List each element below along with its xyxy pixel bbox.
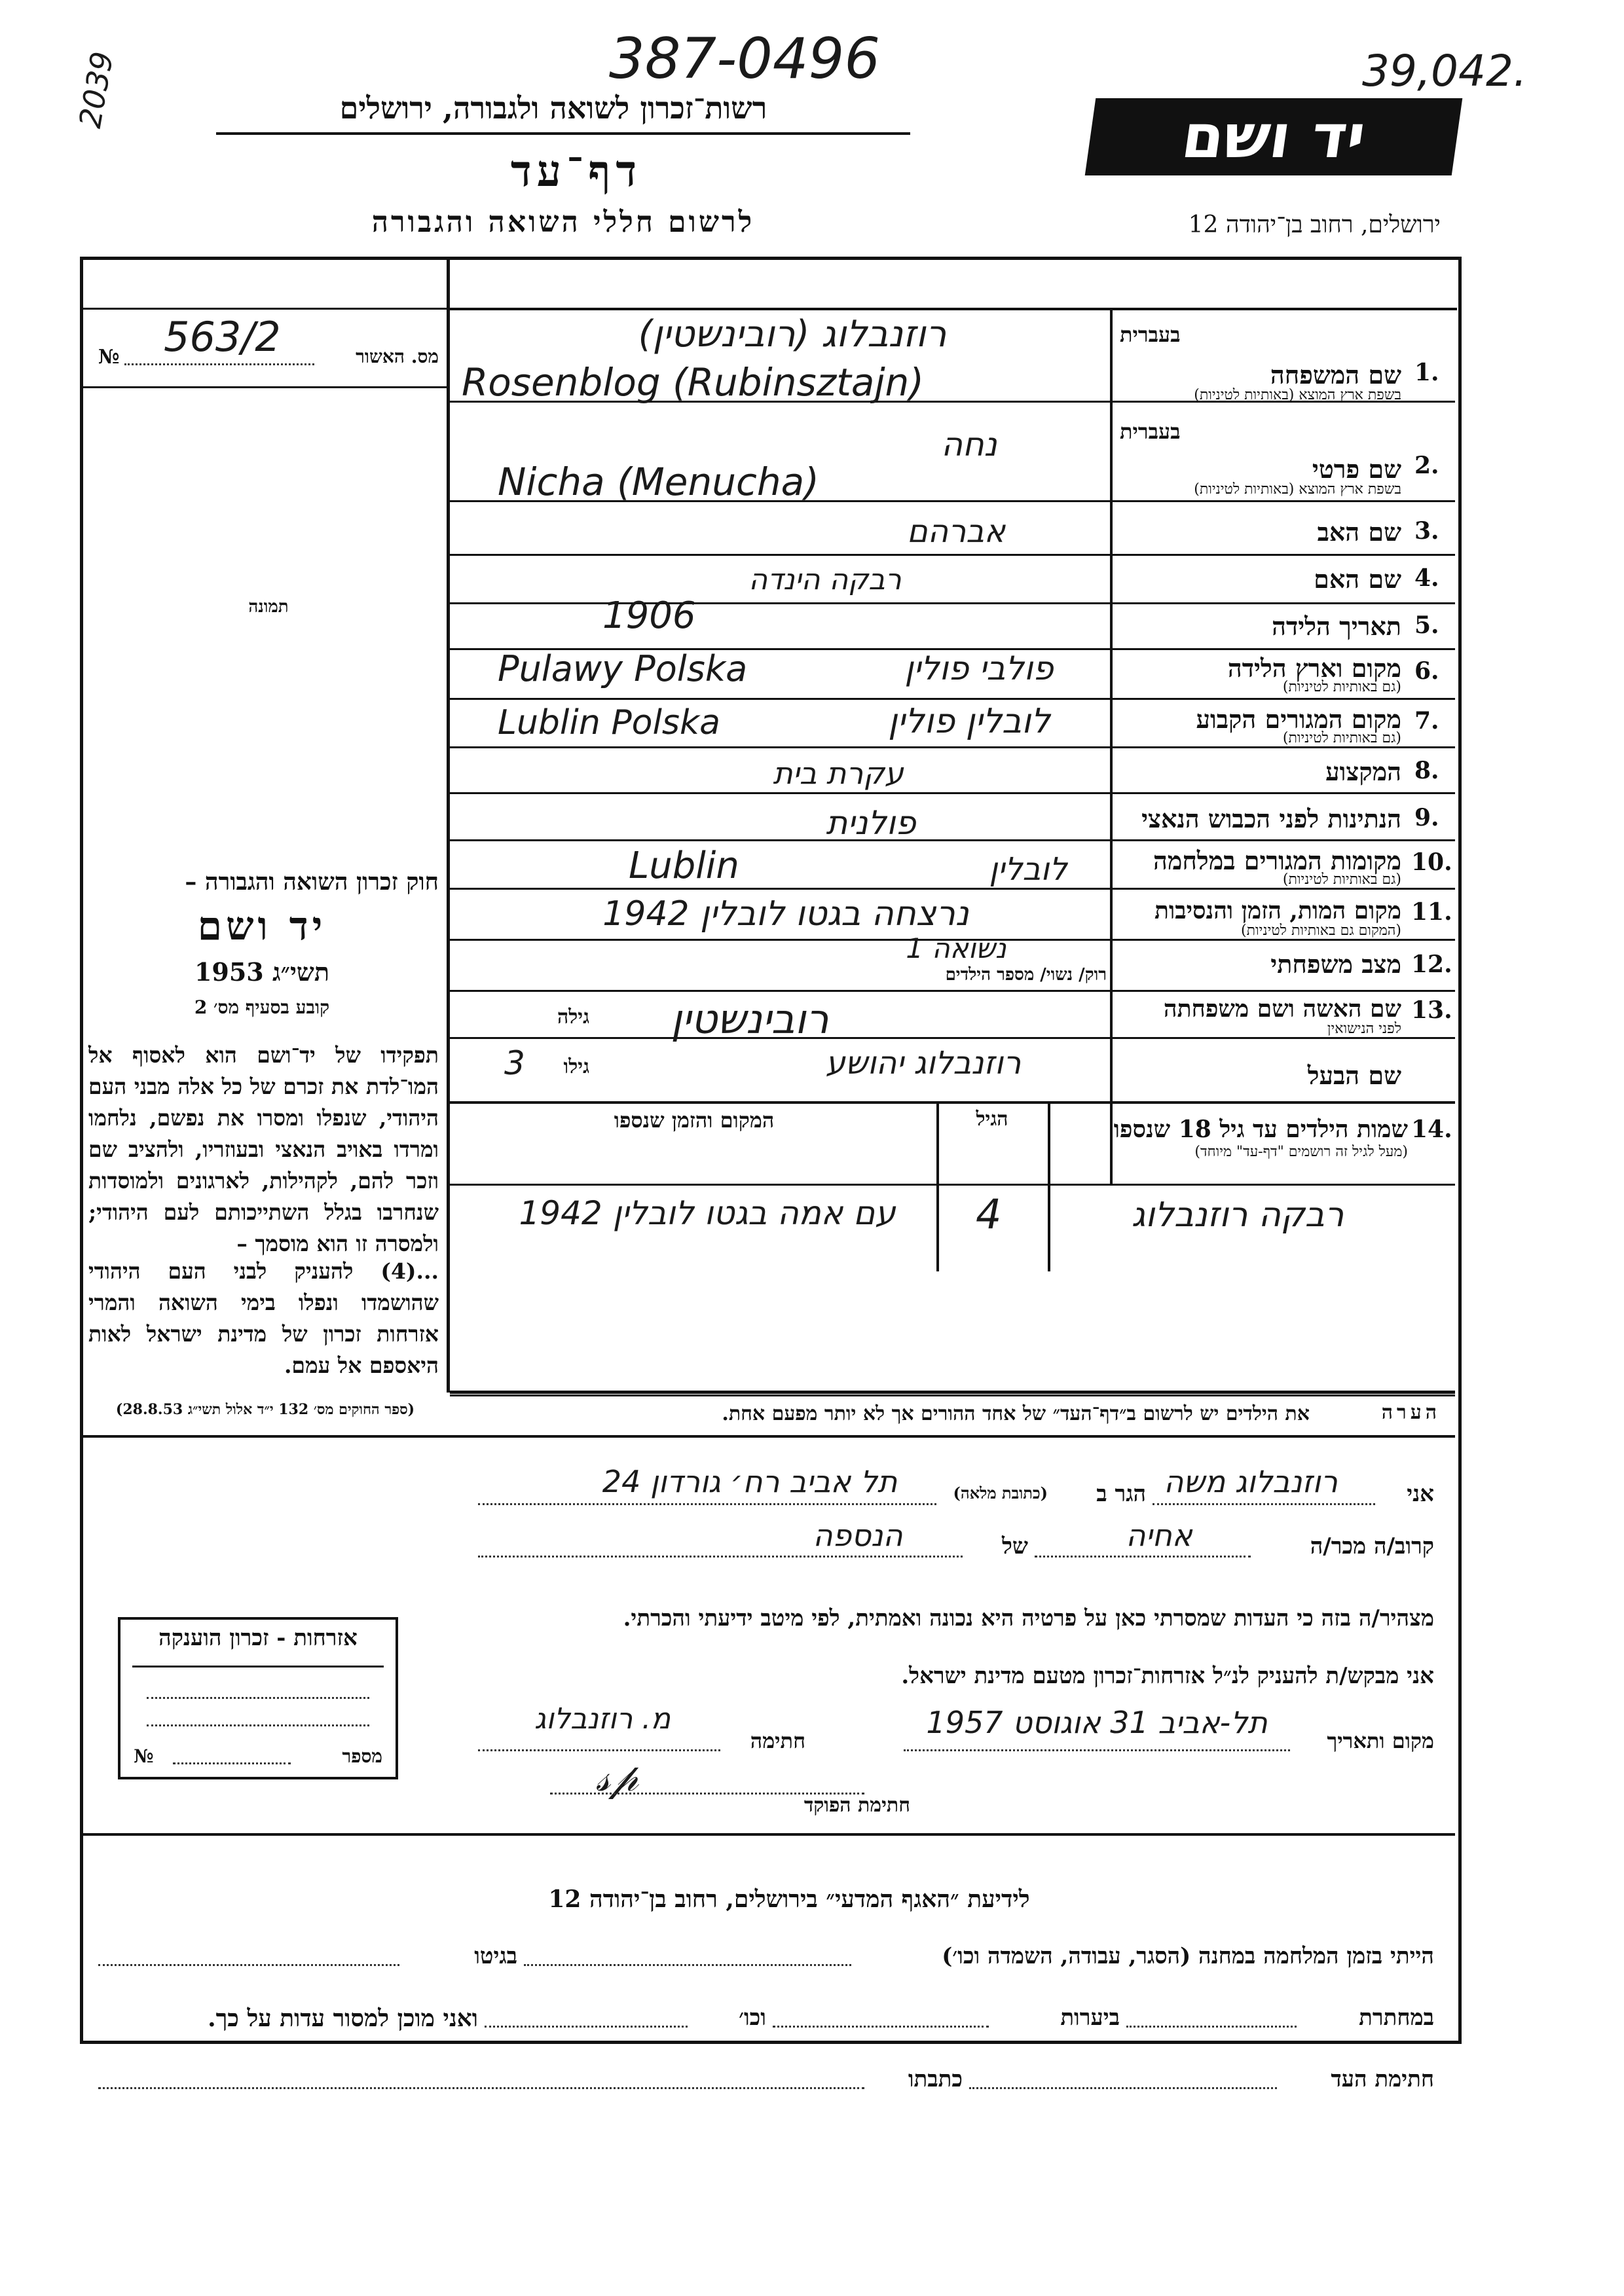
- note-label: הערה: [1381, 1401, 1441, 1424]
- law-reference: (ספר החוקים מס׳ 132 י״ד אלול תשי״ג 28.8.53): [115, 1401, 415, 1418]
- declaration-address-label: (כתובת מלאה): [953, 1484, 1048, 1503]
- footer-line2-b: ביערות: [1060, 2005, 1120, 2031]
- footer-line2-c: וכו׳: [739, 2005, 766, 2031]
- field-4-value: רבקה הינדה: [748, 563, 902, 596]
- field-1-num: 1.: [1414, 359, 1439, 386]
- citizenship-box-title: אזרחות - זכרון הוענקה: [158, 1625, 358, 1651]
- citizenship-number-symbol: №: [134, 1745, 154, 1767]
- field-6-value-latin: Pulawy Polska: [498, 648, 748, 689]
- husband-age-label: גילו: [563, 1055, 589, 1078]
- photo-label: תמונה: [248, 597, 289, 617]
- field-9-value: פולנית: [826, 804, 916, 842]
- husband-age-value: 3: [504, 1044, 525, 1082]
- row-sep: [450, 746, 1455, 748]
- field-4-label: שם האם: [1314, 564, 1401, 594]
- field-10-value-latin: Lublin: [629, 845, 739, 887]
- field-5-value: 1906: [602, 594, 696, 637]
- husband-label: שם הבעל: [1307, 1061, 1401, 1090]
- citizenship-title-rule: [132, 1666, 384, 1667]
- declaration-address-value: תל אביב רח׳ גורדון 24: [602, 1464, 898, 1499]
- note-top-rule: [450, 1394, 1455, 1396]
- field-9-num: 9.: [1414, 804, 1439, 831]
- law-text: תפקידו של יד־ושם הוא לאסוף אל המו־לדת את זכרם של כל אלה מבני העם היהודי, שנפלו ומסרו את נפשם, נלחמו ומרדו באויב הנאצי ובעוזריו, ולהציב שם וזכר להם, לקהילות, לארגונים ולמוסדות שנחרבו בגלל השתייכותם לעם היהודי; ולמסרה זו הוא מוסמך –: [88, 1042, 439, 1256]
- field-2-sub: בשפת ארץ המוצא (באותיות לטיניות): [1194, 481, 1401, 498]
- field-13-label: שם האשה ושם משפחתה: [1163, 995, 1401, 1023]
- officer-signature-mark: 𝓈𝓅: [596, 1755, 638, 1800]
- footer-line2-d: ואני מוכן למסור עדות על כך.: [208, 2005, 478, 2032]
- field-6-label: מקום וארץ הלידה: [1227, 653, 1401, 683]
- field-7-label: מקום המגורים הקבוע: [1196, 704, 1401, 734]
- archive-number: 39,042.: [1362, 46, 1527, 96]
- field-7-sub: (גם באותיות לטיניות): [1282, 730, 1401, 746]
- field-12-sub: רוק/ נשוי/ מספר הילדים: [945, 965, 1107, 985]
- field-13-value: רובינשטין: [671, 995, 829, 1043]
- field-11-value: נרצחה בגטו לובלין 1942: [602, 894, 969, 934]
- approval-underline: [83, 386, 447, 388]
- declaration-relative-dots: [1035, 1556, 1251, 1558]
- place-date-label: מקום ותאריך: [1327, 1728, 1434, 1753]
- officer-signature-label: חתימת הפוקד: [803, 1794, 910, 1817]
- field-11-sub: (המקום גם באותיות לטיניות): [1241, 922, 1401, 939]
- row-sep: [450, 888, 1455, 890]
- law-name: יד ושם: [197, 903, 327, 949]
- declaration-statement: מצהיר/ה בזה כי העדות שמסרתי כאן על פרטיה היא נכונה ואמתית, לפי מיטב ידיעתי והכרתי.: [623, 1605, 1434, 1631]
- footer-line2-dots-2: [773, 2026, 989, 2028]
- signature-label: חתימה: [750, 1728, 805, 1753]
- field-2-value-latin: Nicha (Menucha): [498, 460, 819, 504]
- field-7-value: לובלין פולין: [888, 702, 1050, 741]
- declaration-of-label: של: [1002, 1533, 1028, 1559]
- field-12-label: מצב משפחתי: [1270, 949, 1401, 979]
- row-sep: [450, 554, 1455, 556]
- field-6-sub: (גם באותיות לטיניות): [1282, 679, 1401, 695]
- field-10-label: מקומות המגורים במלחמה: [1153, 846, 1401, 875]
- law-title: חוק זכרון השואה והגבורה –: [185, 868, 439, 896]
- authority-underline: [216, 132, 910, 135]
- children-bottom-rule: [450, 1391, 1455, 1394]
- children-num: 14.: [1411, 1116, 1452, 1143]
- field-13-sub: לפני הנישואין: [1327, 1021, 1401, 1037]
- footer-line3-dots-1: [969, 2087, 1277, 2089]
- form-title: דף־עד: [510, 145, 642, 196]
- children-header-sep: [450, 1184, 1455, 1186]
- field-13-age-label: גילה: [557, 1006, 589, 1029]
- field-7-value-latin: Lublin Polska: [498, 703, 721, 742]
- footer-line1-dots-2: [98, 1964, 399, 1966]
- field-3-value: אברהם: [906, 513, 1006, 550]
- citizenship-number-dots: [173, 1762, 291, 1764]
- row-sep: [450, 698, 1455, 700]
- field-8-label: המקצוע: [1325, 757, 1401, 786]
- field-4-num: 4.: [1414, 564, 1439, 592]
- field-10-num: 10.: [1411, 848, 1452, 876]
- footer-line2-dots-1: [1126, 2026, 1297, 2028]
- field-9-label: הנתינות לפני הכבוש הנאצי: [1141, 804, 1401, 833]
- table-row-name: רבקה רוזנבלוג: [1131, 1195, 1344, 1235]
- field-1-value-latin: Rosenblog (Rubinsztajn): [462, 360, 924, 405]
- field-1-label: שם המשפחה: [1270, 360, 1401, 390]
- field-10-sub: (גם באותיות לטיניות): [1282, 871, 1401, 888]
- field-2-value-hebrew: נחה: [941, 426, 997, 464]
- field-7-num: 7.: [1414, 707, 1439, 735]
- place-date-dots: [904, 1749, 1290, 1751]
- row-sep: [450, 792, 1455, 794]
- approval-no-symbol: №: [98, 346, 120, 369]
- form-subtitle: לרשום חללי השואה והגבורה: [371, 206, 755, 239]
- declaration-relative-label: קרוב/ה מכר/ה: [1310, 1533, 1434, 1559]
- field-11-label: מקום המות, הזמן והנסיבות: [1154, 897, 1401, 924]
- yad-vashem-logo: יד ושם: [1085, 98, 1463, 175]
- declaration-of-dots: [478, 1556, 963, 1558]
- law-year: תשי״ג 1953: [194, 957, 330, 987]
- field-2-label: שם פרטי: [1312, 454, 1401, 484]
- row-sep: [450, 602, 1455, 604]
- row-sep: [450, 1101, 1455, 1104]
- footer-line2-a: במחתרת: [1359, 2005, 1434, 2031]
- field-11-num: 11.: [1411, 898, 1452, 926]
- side-number: 2039: [72, 48, 120, 131]
- field-10-value: לובלין: [989, 851, 1067, 888]
- children-age-header: הגיל: [976, 1108, 1008, 1131]
- field-13-num: 13.: [1411, 996, 1452, 1024]
- children-col-2: [936, 1104, 939, 1271]
- field-1-hebrew-tag: בעברית: [1120, 322, 1181, 347]
- place-date-value: תל-אביב 31 אוגוסט 1957: [926, 1705, 1268, 1740]
- approval-label: מס. האשור: [356, 346, 439, 367]
- left-column-divider: [447, 259, 450, 1393]
- children-label: שמות הילדים עד גיל 18 שנספו: [1113, 1116, 1408, 1143]
- children-sub: (מעל לגיל זה רושמים "דף-עד" מיוחד): [1194, 1144, 1408, 1160]
- field-12-value: נשואה 1: [906, 932, 1006, 964]
- citizenship-box: [118, 1617, 398, 1779]
- address: ירושלים, רחוב בן־יהודה 12: [1188, 211, 1441, 238]
- declaration-resides-label: הגר ב: [1096, 1481, 1146, 1507]
- footer-line1-dots: [524, 1964, 851, 1966]
- field-2-num: 2.: [1414, 452, 1439, 479]
- children-col-1: [1048, 1104, 1050, 1271]
- declaration-address-dots: [478, 1503, 936, 1505]
- archive-code: 387-0496: [609, 26, 881, 92]
- field-8-num: 8.: [1414, 757, 1439, 784]
- declaration-i-label: אני: [1407, 1481, 1434, 1507]
- signature-value: מ. רוזנבלוג: [534, 1702, 671, 1736]
- left-top-divider: [83, 308, 447, 310]
- note-text: את הילדים יש לרשום ב״דף־העד״ של אחד ההורים אך לא יותר מפעם אחת.: [722, 1402, 1310, 1425]
- field-2-hebrew-tag: בעברית: [1120, 419, 1181, 444]
- field-8-value: עקרת בית: [773, 756, 904, 791]
- field-5-label: תאריך הלידה: [1272, 611, 1401, 641]
- footer-line3-b: כתבתו: [908, 2066, 963, 2092]
- declaration-request: אני מבקש/ת להעניק לנ״ל אזרחות־זכרון מטעם מדינת ישראל.: [901, 1663, 1434, 1689]
- table-row-age: 4: [976, 1190, 1002, 1238]
- footer-top-rule: [83, 1833, 1455, 1836]
- law-clause: קובע בסעיף מס׳ 2: [194, 996, 330, 1018]
- husband-value: רוזנבלוג יהושע: [825, 1045, 1022, 1082]
- law-text-2: ...(4) להעניק לבני העם היהודי שהושמדו ונפלו בימי השואה והמרי אזרחות זכרון של מדינת ישראל לאות היאספם אל עמם.: [88, 1258, 439, 1378]
- field-3-label: שם האב: [1317, 517, 1401, 547]
- field-1-value-hebrew: רוזנבלוג (רובינשטין): [638, 313, 947, 355]
- field-1-sub: בשפת ארץ המוצא (באותיות לטיניות): [1194, 387, 1401, 403]
- officer-signature-dots: [550, 1793, 864, 1795]
- declaration-of-value: הנספה: [813, 1518, 903, 1553]
- children-place-header: המקום והזמן שנספו: [614, 1108, 775, 1133]
- field-5-num: 5.: [1414, 611, 1439, 639]
- note-bottom-rule: [83, 1435, 1455, 1438]
- table-row-place: עם אמה בגטו לובלין 1942: [519, 1194, 896, 1232]
- declaration-relative-value: אחיה: [1126, 1518, 1192, 1553]
- footer-title: לידיעת ״האגף המדעי״ בירושלים, רחוב בן־יהודה 12: [548, 1886, 1030, 1913]
- row-sep: [450, 990, 1455, 992]
- declaration-i-value: רוזנבלוג משה: [1164, 1464, 1338, 1499]
- top-band-divider: [450, 308, 1457, 310]
- citizenship-number-label: מספר: [342, 1745, 382, 1767]
- field-6-value: פולבי פולין: [904, 649, 1054, 687]
- declaration-i-dots: [1153, 1503, 1375, 1505]
- citizenship-dots-1: [147, 1697, 369, 1699]
- approval-dots: [124, 363, 314, 365]
- footer-line3-a: חתימת העד: [1331, 2066, 1434, 2092]
- footer-line3-dots-2: [98, 2087, 864, 2089]
- footer-line1-a: הייתי בזמן המלחמה במחנה (הסגר, עבודה, השמדה וכו׳): [942, 1943, 1434, 1969]
- footer-line1-b: בגיטו: [474, 1943, 517, 1969]
- signature-dots: [478, 1749, 720, 1751]
- footer-line2-dots-3: [485, 2026, 688, 2028]
- field-3-num: 3.: [1414, 517, 1439, 545]
- field-12-num: 12.: [1411, 951, 1452, 978]
- field-6-num: 6.: [1414, 657, 1439, 685]
- citizenship-dots-2: [147, 1724, 369, 1726]
- approval-number: 563/2: [164, 313, 281, 361]
- authority-title: רשות־זכרון לשואה ולגבורה, ירושלים: [339, 90, 767, 126]
